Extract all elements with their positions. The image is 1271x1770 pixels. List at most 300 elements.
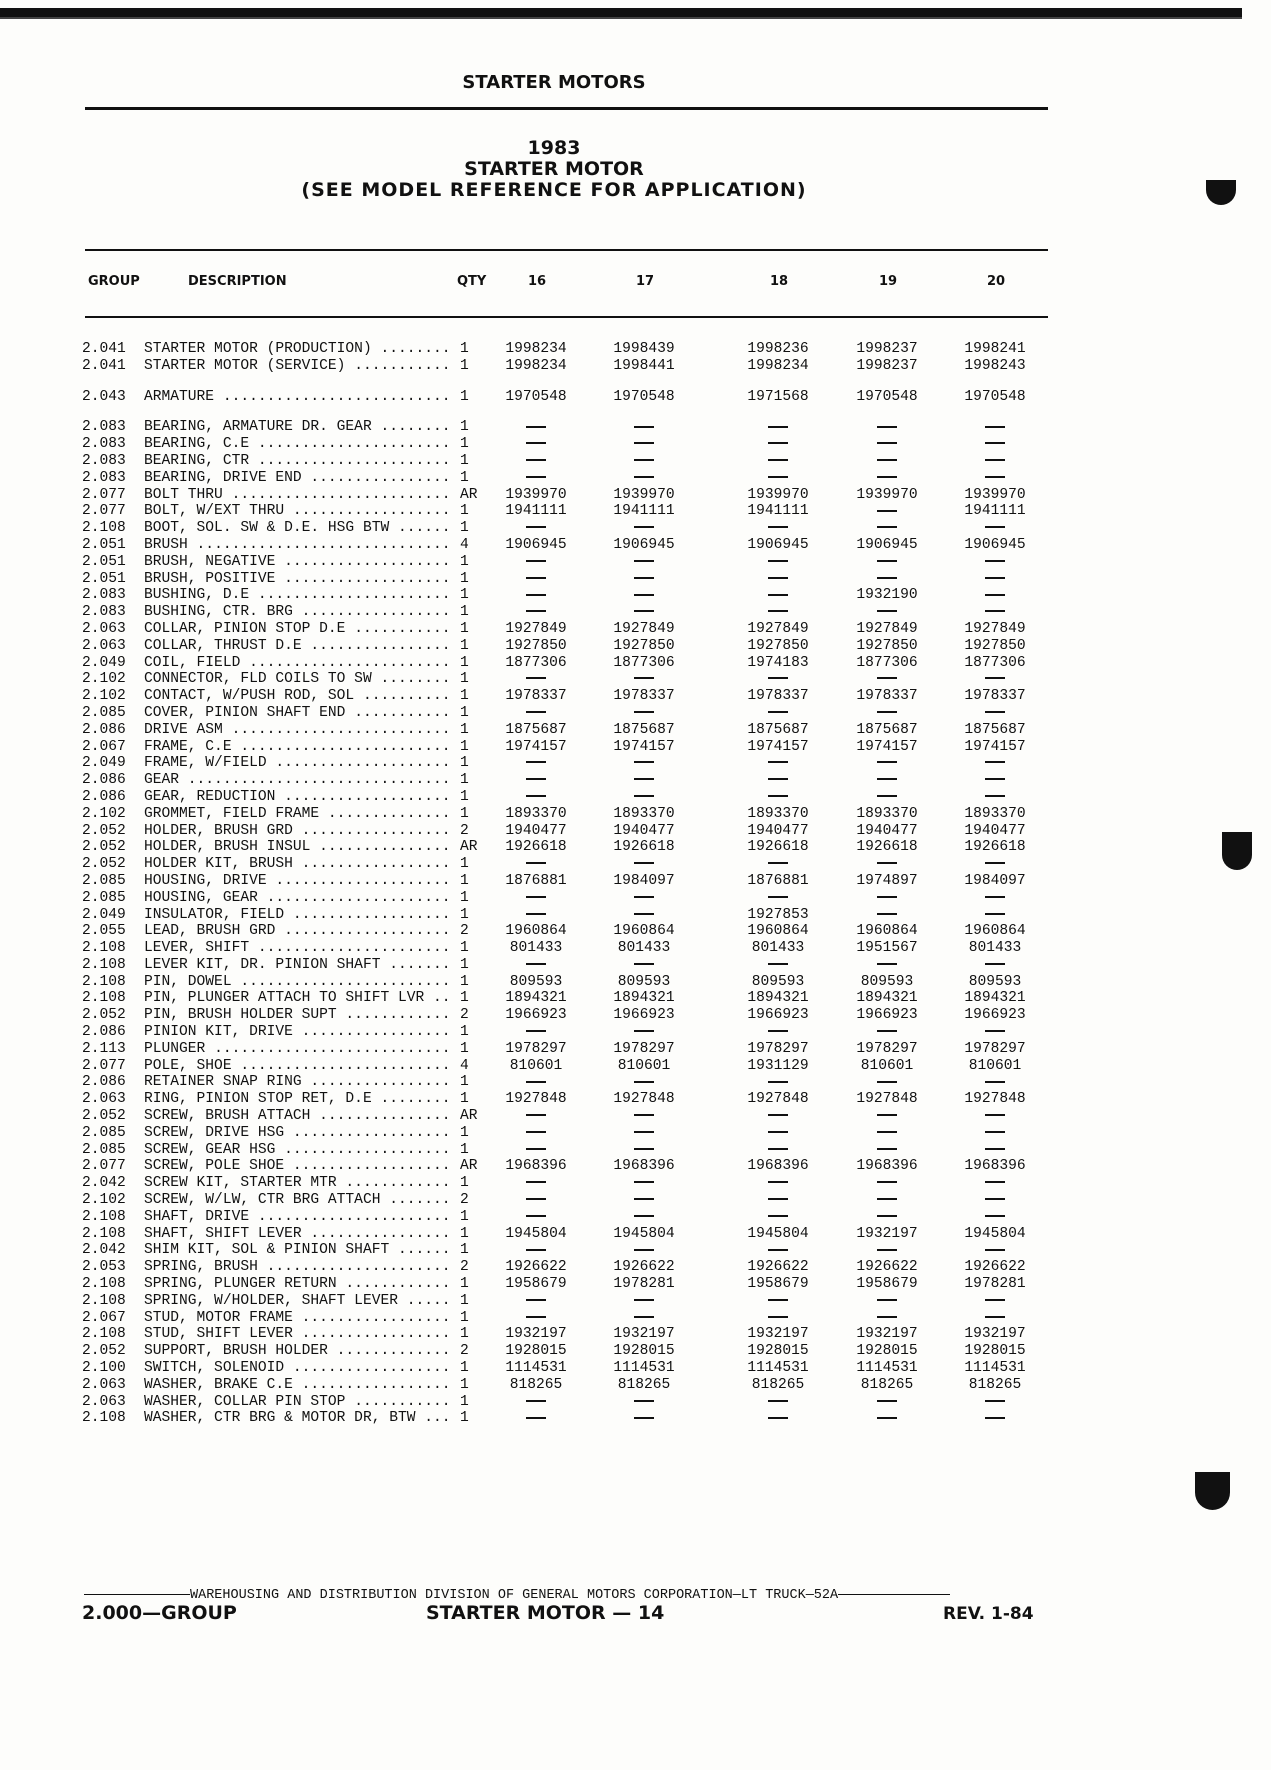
group-cell: 2.049 (82, 755, 126, 772)
description-cell: STUD, SHIFT LEVER ..... (144, 1326, 454, 1343)
part-number-cell: 1926618 (613, 839, 675, 856)
not-applicable-dash (943, 671, 1047, 688)
part-number-cell: 1978337 (856, 688, 918, 705)
part-number-cell: 1978297 (613, 1040, 675, 1057)
description-cell: PLUNGER ..... (144, 1041, 454, 1058)
part-number-cell: 1927848 (856, 1091, 918, 1108)
part-number-cell: 1978297 (747, 1040, 809, 1057)
part-number-cell: 1926618 (747, 839, 809, 856)
table-row (0, 1377, 1100, 1394)
part-number-cell: 1958679 (856, 1276, 918, 1293)
dash-mark (634, 677, 654, 679)
dash-mark (526, 560, 546, 562)
part-number-cell: 1926622 (613, 1259, 675, 1276)
dash-mark (877, 510, 897, 512)
dash-mark (526, 1299, 546, 1301)
dash-mark (877, 1081, 897, 1083)
dash-mark (985, 677, 1005, 679)
part-number-cell: 818265 (751, 1376, 805, 1393)
table-row (0, 789, 1100, 806)
part-number-cell: 1960864 (856, 923, 918, 940)
dash-mark (526, 1215, 546, 1217)
description-cell: SWITCH, SOLENOID ..... (144, 1360, 454, 1377)
dash-mark (768, 594, 788, 596)
group-cell: 2.051 (82, 570, 126, 587)
dash-mark (526, 711, 546, 713)
description-cell: PIN, DOWEL ..... (144, 974, 454, 991)
group-cell: 2.063 (82, 620, 126, 637)
part-number-cell: 1875687 (747, 721, 809, 738)
qty-cell: 1 (460, 620, 469, 637)
col-16: 16 (528, 274, 547, 289)
group-cell: 2.042 (82, 1175, 126, 1192)
dash-mark (877, 778, 897, 780)
not-applicable-dash (943, 604, 1047, 621)
not-applicable-dash (835, 789, 939, 806)
qty-cell: 2 (460, 1192, 469, 1209)
group-cell: 2.043 (82, 388, 126, 405)
not-applicable-dash (943, 772, 1047, 789)
description-cell: LEVER KIT, DR. PINION SHAFT ..... (144, 957, 454, 974)
part-number-cell: 1939970 (505, 486, 567, 503)
description-cell: SHIM KIT, SOL & PINION SHAFT ..... (144, 1242, 454, 1259)
description-cell: SCREW, BRUSH ATTACH ..... (144, 1108, 454, 1125)
not-applicable-dash (484, 772, 588, 789)
part-number-cell: 1927849 (613, 620, 675, 637)
not-applicable-dash (726, 1024, 830, 1041)
part-number-cell: 1928015 (505, 1343, 567, 1360)
qty-cell: 1 (460, 671, 469, 688)
not-applicable-dash (592, 789, 696, 806)
part-number-cell: 1927848 (747, 1091, 809, 1108)
description-cell: BEARING, ARMATURE DR. GEAR ..... (144, 419, 454, 436)
dash-mark (634, 761, 654, 763)
description-cell: SCREW, DRIVE HSG ..... (144, 1125, 454, 1142)
description-cell: SPRING, PLUNGER RETURN ..... (144, 1276, 454, 1293)
dash-mark (877, 1114, 897, 1116)
description-cell: BRUSH ..... (144, 537, 454, 554)
dash-mark (877, 963, 897, 965)
group-cell: 2.052 (82, 1343, 126, 1360)
dash-mark (526, 1030, 546, 1032)
group-cell: 2.085 (82, 889, 126, 906)
not-applicable-dash (835, 436, 939, 453)
not-applicable-dash (835, 856, 939, 873)
not-applicable-dash (592, 1209, 696, 1226)
part-number-cell: 810601 (968, 1057, 1022, 1074)
dash-mark (634, 1299, 654, 1301)
not-applicable-dash (835, 772, 939, 789)
qty-cell: 1 (460, 1326, 469, 1343)
group-cell: 2.086 (82, 1074, 126, 1091)
not-applicable-dash (592, 1125, 696, 1142)
group-cell: 2.108 (82, 973, 126, 990)
part-number-cell: 1966923 (964, 1007, 1026, 1024)
part-number-cell: 1941111 (505, 503, 567, 520)
not-applicable-dash (835, 604, 939, 621)
dash-mark (985, 862, 1005, 864)
dash-mark (985, 1131, 1005, 1133)
group-cell: 2.083 (82, 419, 126, 436)
dash-mark (634, 1131, 654, 1133)
col-group: GROUP (88, 274, 140, 289)
qty-cell: AR (460, 839, 478, 856)
dash-mark (634, 1030, 654, 1032)
qty-cell: 1 (460, 788, 469, 805)
table-row (0, 990, 1100, 1007)
part-number-cell: 1939970 (613, 486, 675, 503)
description-cell: BRUSH, POSITIVE ..... (144, 571, 454, 588)
dash-mark (985, 426, 1005, 428)
part-number-cell: 1928015 (747, 1343, 809, 1360)
part-number-cell: 1940477 (505, 822, 567, 839)
part-number-cell: 1927849 (856, 620, 918, 637)
table-row (0, 907, 1100, 924)
part-number-cell: 1927853 (747, 906, 809, 923)
part-number-cell: 1945804 (964, 1225, 1026, 1242)
group-cell: 2.067 (82, 738, 126, 755)
dash-mark (634, 1316, 654, 1318)
qty-cell: 1 (460, 956, 469, 973)
group-cell: 2.108 (82, 1276, 126, 1293)
not-applicable-dash (943, 907, 1047, 924)
group-cell: 2.108 (82, 1225, 126, 1242)
description-cell: RING, PINION STOP RET, D.E ..... (144, 1091, 454, 1108)
not-applicable-dash (943, 1192, 1047, 1209)
table-top-rule (85, 249, 1048, 251)
not-applicable-dash (484, 571, 588, 588)
table-row (0, 1259, 1100, 1276)
dash-mark (877, 1181, 897, 1183)
not-applicable-dash (943, 1074, 1047, 1091)
not-applicable-dash (835, 419, 939, 436)
not-applicable-dash (943, 1310, 1047, 1327)
dash-mark (768, 577, 788, 579)
not-applicable-dash (484, 1394, 588, 1411)
part-number-cell: 1877306 (964, 654, 1026, 671)
group-cell: 2.086 (82, 772, 126, 789)
dash-mark (985, 711, 1005, 713)
qty-cell: 1 (460, 990, 469, 1007)
table-row (0, 1226, 1100, 1243)
table-row (0, 1108, 1100, 1125)
part-number-cell: 1927850 (613, 637, 675, 654)
description-cell: STARTER MOTOR (PRODUCTION) ..... (144, 341, 454, 358)
group-cell: 2.102 (82, 671, 126, 688)
not-applicable-dash (943, 1394, 1047, 1411)
dash-mark (985, 1148, 1005, 1150)
part-number-cell: 1958679 (505, 1276, 567, 1293)
group-cell: 2.102 (82, 805, 126, 822)
dash-mark (634, 610, 654, 612)
not-applicable-dash (484, 1242, 588, 1259)
not-applicable-dash (592, 856, 696, 873)
not-applicable-dash (726, 1192, 830, 1209)
qty-cell: 1 (460, 1242, 469, 1259)
dash-mark (768, 1316, 788, 1318)
table-row (0, 1007, 1100, 1024)
not-applicable-dash (726, 957, 830, 974)
group-cell: 2.083 (82, 436, 126, 453)
group-cell: 2.086 (82, 1024, 126, 1041)
dash-mark (985, 1030, 1005, 1032)
col-18: 18 (770, 274, 789, 289)
not-applicable-dash (592, 604, 696, 621)
qty-cell: 1 (460, 654, 469, 671)
not-applicable-dash (592, 755, 696, 772)
not-applicable-dash (592, 453, 696, 470)
part-number-cell: 1875687 (505, 721, 567, 738)
part-number-cell: 1894321 (856, 990, 918, 1007)
qty-cell: 2 (460, 1343, 469, 1360)
dash-mark (768, 795, 788, 797)
table-row (0, 1024, 1100, 1041)
description-cell: COLLAR, THRUST D.E ..... (144, 638, 454, 655)
group-cell: 2.051 (82, 536, 126, 553)
table-row (0, 806, 1100, 823)
table-row (0, 487, 1100, 504)
not-applicable-dash (484, 520, 588, 537)
table-row (0, 856, 1100, 873)
description-cell: INSULATOR, FIELD ..... (144, 907, 454, 924)
part-number-cell: 1875687 (856, 721, 918, 738)
dash-mark (768, 1081, 788, 1083)
description-cell: SCREW, W/LW, CTR BRG ATTACH ..... (144, 1192, 454, 1209)
table-row (0, 587, 1100, 604)
dash-mark (985, 594, 1005, 596)
part-number-cell: 1945804 (613, 1225, 675, 1242)
group-cell: 2.052 (82, 1108, 126, 1125)
description-cell: BUSHING, D.E ..... (144, 587, 454, 604)
dash-mark (877, 1215, 897, 1217)
table-row (0, 1326, 1100, 1343)
part-number-cell: 1927848 (505, 1091, 567, 1108)
table-row (0, 839, 1100, 856)
group-cell: 2.052 (82, 822, 126, 839)
part-number-cell: 1958679 (747, 1276, 809, 1293)
not-applicable-dash (835, 470, 939, 487)
group-cell: 2.063 (82, 637, 126, 654)
description-cell: STUD, MOTOR FRAME ..... (144, 1310, 454, 1327)
part-number-cell: 1974183 (747, 654, 809, 671)
not-applicable-dash (943, 470, 1047, 487)
not-applicable-dash (484, 1209, 588, 1226)
qty-cell: 1 (460, 1292, 469, 1309)
description-cell: WASHER, COLLAR PIN STOP ..... (144, 1394, 454, 1411)
dash-mark (768, 896, 788, 898)
qty-cell: 1 (460, 469, 469, 486)
table-row (0, 957, 1100, 974)
dash-mark (768, 442, 788, 444)
part-number-cell: 1960864 (747, 923, 809, 940)
footer-group: 2.000—GROUP (82, 1602, 237, 1624)
dash-mark (634, 577, 654, 579)
table-row (0, 358, 1100, 375)
part-number-cell: 1932190 (856, 587, 918, 604)
group-cell: 2.108 (82, 990, 126, 1007)
not-applicable-dash (726, 436, 830, 453)
group-cell: 2.085 (82, 704, 126, 721)
dash-mark (985, 795, 1005, 797)
group-cell: 2.086 (82, 788, 126, 805)
not-applicable-dash (943, 1175, 1047, 1192)
dash-mark (634, 1198, 654, 1200)
group-cell: 2.108 (82, 1292, 126, 1309)
binder-mark (1206, 180, 1236, 205)
description-cell: PIN, PLUNGER ATTACH TO SHIFT LVR ..... (144, 990, 454, 1007)
not-applicable-dash (943, 520, 1047, 537)
description-cell: LEAD, BRUSH GRD ..... (144, 923, 454, 940)
dash-mark (768, 1417, 788, 1419)
part-number-cell: 1971568 (747, 388, 809, 405)
dash-mark (877, 761, 897, 763)
dash-mark (768, 459, 788, 461)
table-row (0, 688, 1100, 705)
table-row (0, 1276, 1100, 1293)
not-applicable-dash (592, 1074, 696, 1091)
part-number-cell: 1927850 (505, 637, 567, 654)
footer-line-text: WAREHOUSING AND DISTRIBUTION DIVISION OF GENERAL MOTORS CORPORATION—LT TRUCK—52A (190, 1588, 839, 1603)
part-number-cell: 1998236 (747, 341, 809, 357)
not-applicable-dash (592, 571, 696, 588)
not-applicable-dash (726, 856, 830, 873)
qty-cell: 1 (460, 973, 469, 990)
part-number-cell: 1877306 (613, 654, 675, 671)
dash-mark (985, 442, 1005, 444)
part-number-cell: 1926618 (505, 839, 567, 856)
not-applicable-dash (484, 1125, 588, 1142)
part-number-cell: 1926622 (747, 1259, 809, 1276)
not-applicable-dash (835, 1293, 939, 1310)
dash-mark (768, 1030, 788, 1032)
group-cell: 2.108 (82, 520, 126, 537)
qty-cell: 1 (460, 738, 469, 755)
part-number-cell: 1941111 (964, 503, 1026, 520)
footer-rev: REV. 1-84 (943, 1604, 1034, 1624)
qty-cell: 1 (460, 856, 469, 873)
part-number-cell: 1927850 (964, 637, 1026, 654)
part-number-cell: 1978337 (964, 688, 1026, 705)
dash-mark (768, 862, 788, 864)
description-cell: BEARING, C.E ..... (144, 436, 454, 453)
dash-mark (877, 459, 897, 461)
table-row (0, 1209, 1100, 1226)
part-number-cell: 801433 (509, 940, 563, 957)
qty-cell: 1 (460, 872, 469, 889)
group-cell: 2.102 (82, 688, 126, 705)
part-number-cell: 1893370 (964, 805, 1026, 822)
part-number-cell: 809593 (509, 973, 563, 990)
table-row (0, 1158, 1100, 1175)
part-number-cell: 1926618 (964, 839, 1026, 856)
qty-cell: 1 (460, 1141, 469, 1158)
part-number-cell: 1928015 (613, 1343, 675, 1360)
table-row (0, 1192, 1100, 1209)
qty-cell: 1 (460, 1276, 469, 1293)
part-number-cell: 1114531 (964, 1360, 1026, 1377)
not-applicable-dash (592, 1175, 696, 1192)
qty-cell: AR (460, 1108, 478, 1125)
dash-mark (877, 1316, 897, 1318)
dash-mark (526, 526, 546, 528)
description-cell: COLLAR, PINION STOP D.E ..... (144, 621, 454, 638)
table-row (0, 873, 1100, 890)
part-number-cell: 1941111 (613, 503, 675, 520)
description-cell: HOLDER, BRUSH GRD ..... (144, 823, 454, 840)
binder-mark (1195, 1472, 1230, 1510)
dash-mark (634, 560, 654, 562)
group-cell: 2.077 (82, 486, 126, 503)
qty-cell: 1 (460, 1410, 469, 1427)
description-cell: FRAME, C.E ..... (144, 739, 454, 756)
not-applicable-dash (726, 1125, 830, 1142)
group-cell: 2.085 (82, 1141, 126, 1158)
part-number-cell: 1945804 (505, 1225, 567, 1242)
description-cell: SHAFT, DRIVE ..... (144, 1209, 454, 1226)
dash-mark (985, 1114, 1005, 1116)
group-cell: 2.055 (82, 923, 126, 940)
qty-cell: AR (460, 486, 478, 503)
part-number-cell: 1926618 (856, 839, 918, 856)
table-row (0, 671, 1100, 688)
part-number-cell: 1968396 (964, 1158, 1026, 1175)
description-cell: ARMATURE ..... (144, 389, 454, 406)
part-number-cell: 1894321 (613, 990, 675, 1007)
group-cell: 2.077 (82, 503, 126, 520)
part-number-cell: 1939970 (964, 486, 1026, 503)
dash-mark (634, 1400, 654, 1402)
part-number-cell: 1876881 (747, 872, 809, 889)
part-number-cell: 809593 (751, 973, 805, 990)
table-row (0, 1310, 1100, 1327)
part-number-cell: 1998237 (856, 357, 918, 374)
not-applicable-dash (943, 571, 1047, 588)
part-number-cell: 1932197 (856, 1225, 918, 1242)
description-cell: SCREW, GEAR HSG ..... (144, 1142, 454, 1159)
not-applicable-dash (726, 1410, 830, 1427)
description-cell: POLE, SHOE ..... (144, 1058, 454, 1075)
part-number-cell: 1939970 (747, 486, 809, 503)
dash-mark (985, 526, 1005, 528)
part-number-cell: 1906945 (747, 536, 809, 553)
description-cell: SCREW, POLE SHOE ..... (144, 1158, 454, 1175)
not-applicable-dash (484, 755, 588, 772)
group-cell: 2.083 (82, 604, 126, 621)
dash-mark (634, 594, 654, 596)
not-applicable-dash (484, 1175, 588, 1192)
qty-cell: 1 (460, 940, 469, 957)
not-applicable-dash (943, 419, 1047, 436)
group-cell: 2.067 (82, 1309, 126, 1326)
not-applicable-dash (943, 1024, 1047, 1041)
not-applicable-dash (835, 503, 939, 520)
group-cell: 2.108 (82, 940, 126, 957)
dash-mark (768, 476, 788, 478)
qty-cell: 1 (460, 889, 469, 906)
not-applicable-dash (835, 520, 939, 537)
dash-mark (768, 1215, 788, 1217)
qty-cell: 1 (460, 637, 469, 654)
not-applicable-dash (943, 890, 1047, 907)
dash-mark (526, 594, 546, 596)
dash-mark (877, 1299, 897, 1301)
table-row (0, 1091, 1100, 1108)
not-applicable-dash (835, 890, 939, 907)
part-number-cell: 1951567 (856, 940, 918, 957)
scan-top-band (0, 8, 1242, 24)
dash-mark (634, 1181, 654, 1183)
part-number-cell: 1940477 (747, 822, 809, 839)
